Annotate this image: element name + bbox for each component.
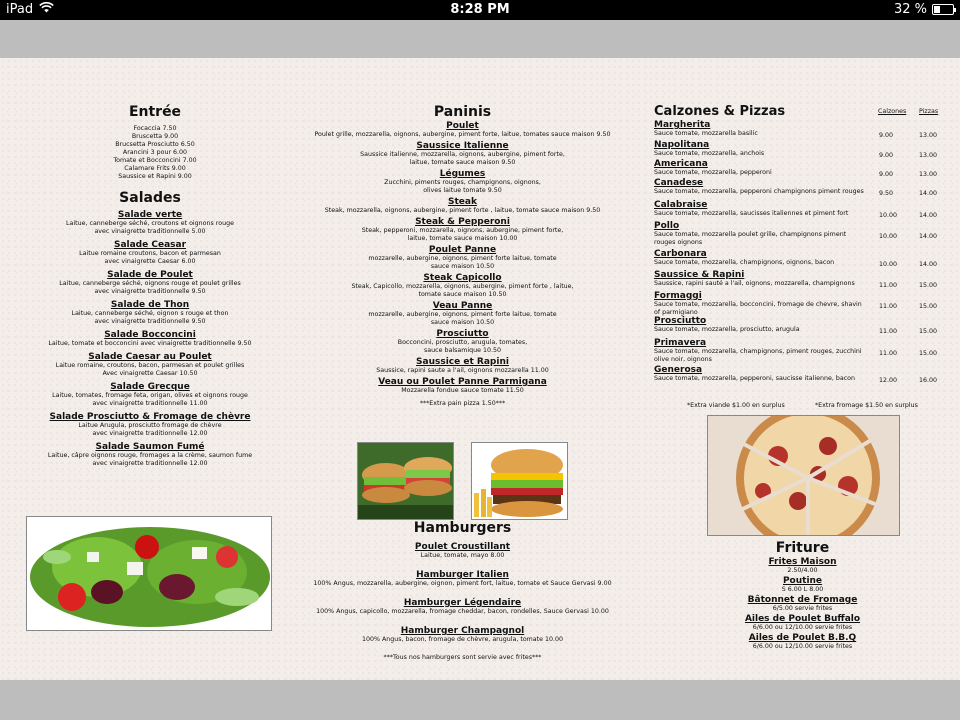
salade-name: Salade Grecque — [110, 382, 190, 392]
hamburger-desc: 100% Angus, mozzarella, aubergine, oignon, piment fort, laitue, tomate et Sauce Gervasi 9.00 — [313, 580, 612, 587]
salade-desc: Laitue romaine, croutons, bacon, parmesan et poulet grilles — [55, 362, 245, 369]
pizza-price: 15.00 — [919, 350, 938, 357]
pizza-price: 13.00 — [919, 152, 938, 159]
panini-item — [305, 217, 620, 243]
pizza-price: 15.00 — [919, 328, 938, 335]
panini-desc: Saussice, rapini saute a l'ail, oignons mozzarella 11.00 — [376, 367, 549, 374]
hamburger-item — [305, 598, 620, 616]
pizza-name: Primavera — [654, 338, 707, 348]
salade-desc: Avec vinaigrette Caesar 10.50 — [102, 370, 198, 377]
friture-title: Friture — [775, 540, 830, 556]
panini-desc: Steak, Capicollo, mozzarella, oignons, aubergine, piment forte , laitue, — [351, 283, 574, 290]
hamburger-desc: 100% Angus, capicollo, mozzarella, fromage cheddar, bacon, rondelles, Sauce Gervasi 10.00 — [316, 608, 609, 615]
hamburgers-title: Hamburgers — [413, 520, 512, 536]
salade-name: Salade Prosciutto & Fromage de chèvre — [49, 412, 251, 422]
pizza-item — [654, 365, 954, 383]
pizza-name: Pollo — [654, 221, 680, 231]
salade-desc: avec vinaigrette traditionnelle 11.00 — [92, 400, 208, 407]
pizza-price: 13.00 — [919, 132, 938, 139]
pizza-desc: Sauce tomate, mozzarella, prosciutto, arugula — [654, 326, 800, 333]
panini-item — [305, 197, 620, 215]
hamburgers-note: ***Tous nos hamburgers sont servie avec frites*** — [383, 654, 542, 661]
pizza-desc: Sauce tomate, mozzarella, anchois — [654, 150, 765, 157]
salade-desc: Laitue Arugula, prosciutto fromage de chèvre — [78, 422, 222, 429]
salade-item — [25, 382, 275, 408]
pizza-desc: Saussice, rapini sauté a l'ail, oignons, mozzarella, champignons — [654, 280, 855, 287]
salade-item — [25, 330, 275, 348]
paninis-list — [305, 121, 620, 395]
hamburger-desc: 100% Angus, bacon, fromage de chèvre, arugula, tomate 10.00 — [361, 636, 564, 643]
panini-desc: Steak, mozzarella, oignons, aubergine, piment forte , laitue, tomate sauce maison 9.50 — [324, 207, 601, 214]
salade-name: Salade de Thon — [110, 300, 190, 310]
salade-desc: avec vinaigrette traditionnelle 12.00 — [92, 430, 208, 437]
friture-name: Poutine — [782, 576, 823, 586]
calzone-price: 9.00 — [879, 171, 894, 178]
pizza-name: Canadese — [654, 178, 704, 188]
friture-name: Bâtonnet de Fromage — [747, 595, 858, 605]
entree-item: Tomate et Bocconcini 7.00 — [113, 157, 197, 164]
pizza-name: Saussice & Rapini — [654, 270, 745, 280]
panini-desc: mozzarelle, aubergine, oignons, piment forte laitue, tomate — [368, 311, 557, 318]
pizza-price: 14.00 — [919, 212, 938, 219]
panini-name: Prosciutto — [436, 329, 489, 339]
panini-desc: Steak, pepperoni, mozzarella, oignons, aubergine, piment forte, — [361, 227, 564, 234]
salade-desc: Laitue, canneberge séché, croutons et oignons rouge — [66, 220, 234, 227]
panini-name: Steak Capicollo — [423, 273, 502, 283]
salade-name: Salade Bocconcini — [104, 330, 196, 340]
pizza-price: 14.00 — [919, 261, 938, 268]
calzone-price: 9.00 — [879, 132, 894, 139]
bottom-toolbar — [0, 680, 960, 720]
hamburgers-list — [305, 542, 620, 644]
device-label: iPad — [6, 2, 34, 17]
panini-desc: Mozzarella fondue sauce tomate 11.50 — [401, 387, 524, 394]
salade-desc: Laitue, canneberge séché, oignon s rouge et thon — [71, 310, 229, 317]
pizza-item — [654, 178, 954, 196]
salad-photo — [26, 516, 272, 631]
pizza-price: 14.00 — [919, 233, 938, 240]
panini-desc: laitue, tomate sauce maison 9.50 — [409, 159, 516, 166]
hamburger-name: Hamburger Italien — [416, 570, 509, 580]
hamburger-name: Hamburger Légendaire — [403, 598, 522, 608]
salade-name: Salade de Poulet — [107, 270, 193, 280]
panini-name: Poulet — [446, 121, 479, 131]
panini-desc: laitue, tomate sauce maison 10.00 — [407, 235, 518, 242]
pizzas-column-header: Pizzas — [919, 108, 939, 115]
paninis-section — [305, 104, 620, 408]
calzone-price: 10.00 — [879, 261, 898, 268]
pizza-item — [654, 270, 954, 288]
calzone-price: 11.00 — [879, 282, 898, 289]
salades-section — [25, 190, 275, 468]
salade-item — [25, 240, 275, 266]
entree-item: Brucsetta Prosciutto 6.50 — [115, 141, 195, 148]
panini-item — [305, 169, 620, 195]
panini-desc: Poulet grille, mozzarella, oignons, aubergine, piment forte, laitue, tomates sauce maison 9.50 — [314, 131, 611, 138]
pizza-desc: Sauce tomate, mozzarella, saucisses italiennes et piment fort — [654, 210, 849, 217]
friture-item — [705, 633, 900, 651]
pizza-desc: Sauce tomate, mozzarella, champignons, oignons, bacon — [654, 259, 835, 266]
pizza-name: Calabraise — [654, 200, 708, 210]
friture-item — [705, 557, 900, 575]
calzone-price: 12.00 — [879, 377, 898, 384]
friture-name: Ailes de Poulet B.B.Q — [748, 633, 857, 643]
salade-desc: Laitue, canneberge séché, oignons rouge et poulet grilles — [59, 280, 241, 287]
panini-desc: mozzarelle, aubergine, oignons, piment forte laitue, tomate — [368, 255, 557, 262]
hamburgers-section — [305, 520, 620, 662]
pizza-desc: Sauce tomate, mozzarella, pepperoni, saucisse italienne, bacon — [654, 375, 856, 382]
panini-name: Saussice et Rapini — [416, 357, 509, 367]
entree-section — [40, 104, 270, 181]
salade-desc: Laitue romaine croutons, bacon et parmesan — [79, 250, 221, 257]
pizza-name: Prosciutto — [654, 316, 707, 326]
panini-desc: Bocconcini, prosciutto, arugula, tomates, — [397, 339, 528, 346]
extra-viande: *Extra viande $1.00 en surplus — [687, 402, 785, 409]
pizza-name: Carbonara — [654, 249, 707, 259]
panini-item — [305, 121, 620, 139]
sandwich-photo — [357, 442, 454, 520]
entree-item: Calamare Frits 9.00 — [124, 165, 186, 172]
pizza-name: Napolitana — [654, 140, 710, 150]
panini-desc: olives laitue tomate 9.50 — [423, 187, 502, 194]
panini-item — [305, 357, 620, 375]
pizza-price: 16.00 — [919, 377, 938, 384]
calzone-price: 10.00 — [879, 233, 898, 240]
pizza-name: Margherita — [654, 120, 711, 130]
salade-desc: avec vinaigrette traditionnelle 5.00 — [94, 228, 206, 235]
panini-name: Poulet Panne — [428, 245, 497, 255]
friture-list — [705, 557, 900, 651]
friture-item — [705, 595, 900, 613]
salade-name: Salade Ceasar — [113, 240, 187, 250]
panini-item — [305, 377, 620, 395]
panini-name: Légumes — [439, 169, 486, 179]
entree-item: Bruscetta 9.00 — [131, 133, 179, 140]
pizza-desc: Sauce tomate, mozzarella basilic — [654, 130, 758, 137]
battery-percent: 32 % — [893, 2, 927, 17]
clock: 8:28 PM — [450, 2, 510, 17]
pizza-item — [654, 316, 954, 334]
extra-pain-pizza: ***Extra pain pizza 1.50*** — [419, 400, 506, 407]
pizza-item — [654, 221, 954, 247]
salade-item — [25, 442, 275, 468]
hamburger-name: Poulet Croustillant — [414, 542, 511, 552]
calzones-column-header: Calzones — [878, 108, 907, 115]
friture-desc: 6/6.00 ou 12/10.00 servie frites — [752, 624, 853, 631]
entree-item: Saussice et Rapini 9.00 — [118, 173, 192, 180]
extra-fromage: *Extra fromage $1.50 en surplus — [815, 402, 918, 409]
panini-desc: sauce balsamique 10.50 — [424, 347, 501, 354]
pizza-price: 14.00 — [919, 190, 938, 197]
pizza-item — [654, 200, 954, 218]
panini-name: Veau Panne — [432, 301, 493, 311]
calzone-price: 10.00 — [879, 212, 898, 219]
entree-item: Focaccia 7.50 — [133, 125, 177, 132]
pizza-name: Americana — [654, 159, 708, 169]
pizza-item — [654, 249, 954, 267]
panini-desc: sauce maison 10.50 — [430, 263, 495, 270]
salade-desc: avec vinaigrette traditionnelle 12.00 — [92, 460, 208, 467]
panini-name: Saussice Italienne — [416, 141, 509, 151]
panini-item — [305, 301, 620, 327]
panini-item — [305, 245, 620, 271]
friture-desc: S 6.00 L 8.00 — [781, 586, 824, 593]
hamburger-item — [305, 626, 620, 644]
friture-name: Frites Maison — [768, 557, 837, 567]
panini-item — [305, 273, 620, 299]
panini-desc: Saussice italienne, mozzarella, oignons, aubergine, piment forte, — [360, 151, 565, 158]
status-bar — [0, 0, 960, 20]
pizza-price: 13.00 — [919, 171, 938, 178]
entree-title: Entrée — [128, 104, 182, 120]
pizza-photo — [707, 415, 900, 536]
friture-section — [705, 540, 900, 651]
friture-item — [705, 576, 900, 594]
pizza-price: 15.00 — [919, 303, 938, 310]
friture-item — [705, 614, 900, 632]
panini-desc: Zucchini, piments rouges, champignons, oignons, — [384, 179, 541, 186]
hamburger-name: Hamburger Champagnol — [400, 626, 525, 636]
paninis-title: Paninis — [433, 104, 492, 120]
panini-desc: tomate sauce maison 10.50 — [418, 291, 507, 298]
friture-desc: 6/6.00 ou 12/10.00 servie frites — [752, 643, 853, 650]
pizza-desc: Sauce tomate, mozzarella, pepperoni — [654, 169, 772, 176]
salades-title: Salades — [119, 190, 181, 206]
panini-item — [305, 141, 620, 167]
friture-desc: 6/5.00 servie frites — [772, 605, 833, 612]
hamburger-item — [305, 542, 620, 560]
pizza-desc: Sauce tomate, mozzarella poulet grille, champignons piment rouges oignons — [654, 231, 847, 246]
salade-desc: avec vinaigrette traditionnelle 9.50 — [94, 288, 206, 295]
salade-desc: avec vinaigrette traditionnelle 9.50 — [94, 318, 206, 325]
salade-desc: avec vinaigrette Caesar 6.00 — [104, 258, 196, 265]
salade-item — [25, 412, 275, 438]
salade-desc: Laitue, câpre oignons rouge, fromages a la crème, saumon fume — [47, 452, 253, 459]
pizza-price: 15.00 — [919, 282, 938, 289]
salade-item — [25, 352, 275, 378]
pizza-desc: Sauce tomate, mozzarella, bocconcini, fromage de chevre, shavin of parmigiano — [654, 301, 862, 316]
calzone-price: 9.50 — [879, 190, 894, 197]
pizza-name: Formaggi — [654, 291, 702, 301]
panini-name: Steak — [448, 197, 477, 207]
salade-item — [25, 300, 275, 326]
salade-item — [25, 210, 275, 236]
salade-item — [25, 270, 275, 296]
pizza-item — [654, 140, 954, 158]
calzone-price: 9.00 — [879, 152, 894, 159]
entree-item: Arancini 3 pour 6.00 — [122, 149, 188, 156]
entree-list — [40, 125, 270, 181]
salade-name: Salade Saumon Fumé — [95, 442, 205, 452]
calzone-price: 11.00 — [879, 303, 898, 310]
panini-item — [305, 329, 620, 355]
pizza-desc: Sauce tomate, mozzarella, champignons, piment rouges, zucchini olive noir, oignons — [654, 348, 862, 363]
pizza-item — [654, 338, 954, 364]
panini-name: Steak & Pepperoni — [415, 217, 510, 227]
friture-desc: 2.50/4.00 — [787, 567, 818, 574]
top-toolbar — [0, 20, 960, 58]
salade-name: Salade Caesar au Poulet — [88, 352, 212, 362]
hamburger-item — [305, 570, 620, 588]
pizza-item — [654, 159, 954, 177]
panini-name: Veau ou Poulet Panne Parmigana — [378, 377, 547, 387]
friture-name: Ailes de Poulet Buffalo — [744, 614, 861, 624]
pizza-item — [654, 291, 954, 317]
salades-list — [25, 210, 275, 468]
salade-desc: Laitue, tomate et bocconcini avec vinaigrette traditionnelle 9.50 — [48, 340, 252, 347]
pizza-name: Generosa — [654, 365, 703, 375]
salade-name: Salade verte — [117, 210, 183, 220]
pizza-item — [654, 120, 954, 138]
menu-page — [0, 58, 960, 680]
pizza-desc: Sauce tomate, mozzarella, pepperoni champignons piment rouges — [654, 188, 864, 195]
panini-desc: sauce maison 10.50 — [430, 319, 495, 326]
battery-icon — [932, 4, 954, 15]
hamburger-desc: Laitue, tomate, mayo 8.00 — [420, 552, 505, 559]
calzone-price: 11.00 — [879, 328, 898, 335]
calzone-price: 11.00 — [879, 350, 898, 357]
burger-photo — [471, 442, 568, 520]
calzones-title: Calzones & Pizzas — [654, 104, 786, 119]
salade-desc: Laitue, tomates, fromage feta, origan, olives et oignons rouge — [52, 392, 248, 399]
